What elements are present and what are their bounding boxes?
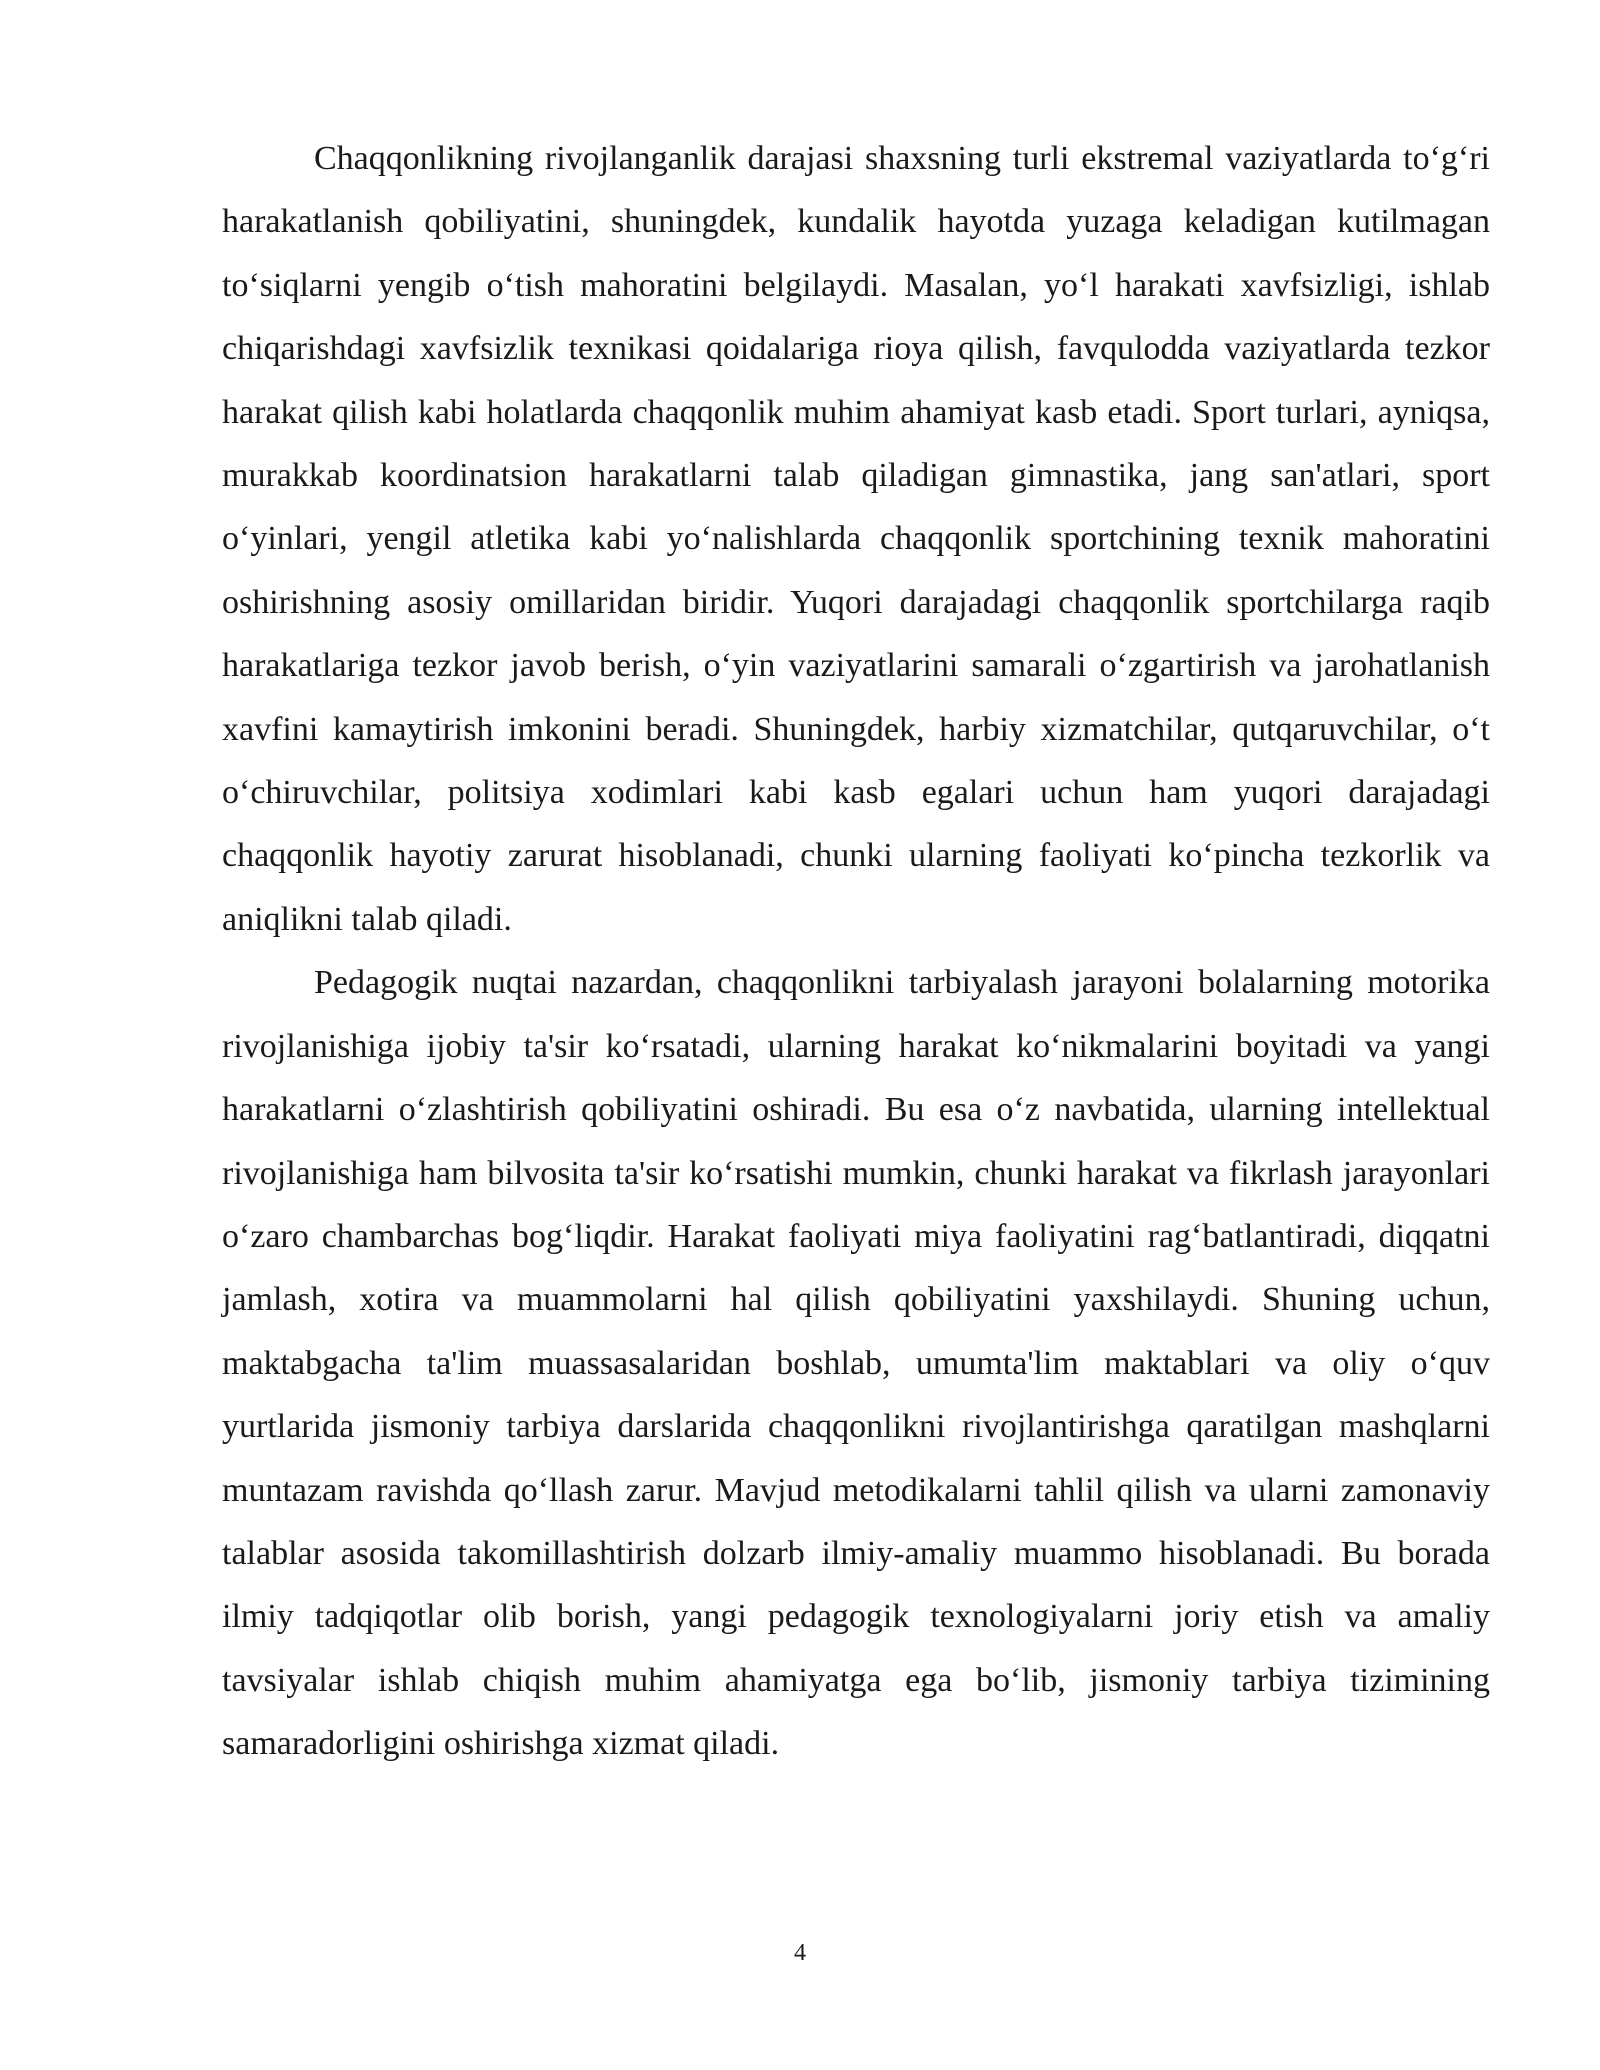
body-text bbox=[222, 127, 1490, 1776]
paragraph-2: Pedagogik nuqtai nazardan, chaqqonlikni tarbiyalash jarayoni bolalarning motorika rivojlanishiga ijobiy ta'sir ko‘rsatadi, ularning harakat ko‘nikmalarini boyitadi va yangi harakatlarni o‘zlashtirish qobiliyatini oshiradi. Bu esa o‘z navbatida, ularning intellektual rivojlanishiga ham bilvosita ta'sir ko‘rsatishi mumkin, chunki harakat va fikrlash jarayonlari o‘zaro chambarchas bog‘liqdir. Harakat faoliyati miya faoliyatini rag‘batlantiradi, diqqatni jamlash, xotira va muammolarni hal qilish qobiliyatini yaxshilaydi. Shuning uchun, maktabgacha ta'lim muassasalaridan boshlab, umumta'lim maktablari va oliy o‘quv yurtlarida jismoniy tarbiya darslarida chaqqonlikni rivojlantirishga qaratilgan mashqlarni muntazam ravishda qo‘llash zarur. Mavjud metodikalarni tahlil qilish va ularni zamonaviy talablar asosida takomillashtirish dolzarb ilmiy-amaliy muammo hisoblanadi. Bu borada ilmiy tadqiqotlar olib borish, yangi pedagogik texnologiyalarni joriy etish va amaliy tavsiyalar ishlab chiqish muhim ahamiyatga ega bo‘lib, jismoniy tarbiya tizimining samaradorligini oshirishga xizmat qiladi. bbox=[222, 964, 1490, 1763]
paragraph-1: Chaqqonlikning rivojlanganlik darajasi shaxsning turli ekstremal vaziyatlarda to‘g‘ri harakatlanish qobiliyatini, shuningdek, kundalik hayotda yuzaga keladigan kutilmagan to‘siqlarni yengib o‘tish mahoratini belgilaydi. Masalan, yo‘l harakati xavfsizligi, ishlab chiqarishdagi xavfsizlik texnikasi qoidalariga rioya qilish, favqulodda vaziyatlarda tezkor harakat qilish kabi holatlarda chaqqonlik muhim ahamiyat kasb etadi. Sport turlari, ayniqsa, murakkab koordinatsion harakatlarni talab qiladigan gimnastika, jang san'atlari, sport o‘yinlari, yengil atletika kabi yo‘nalishlarda chaqqonlik sportchining texnik mahoratini oshirishning asosiy omillaridan biridir. Yuqori darajadagi chaqqonlik sportchilarga raqib harakatlariga tezkor javob berish, o‘yin vaziyatlarini samarali o‘zgartirish va jarohatlanish xavfini kamaytirish imkonini beradi. Shuningdek, harbiy xizmatchilar, qutqaruvchilar, o‘t o‘chiruvchilar, politsiya xodimlari kabi kasb egalari uchun ham yuqori darajadagi chaqqonlik hayotiy zarurat hisoblanadi, chunki ularning faoliyati ko‘pincha tezkorlik va aniqlikni talab qiladi. bbox=[222, 140, 1490, 938]
page-number: 4 bbox=[794, 1940, 806, 1966]
